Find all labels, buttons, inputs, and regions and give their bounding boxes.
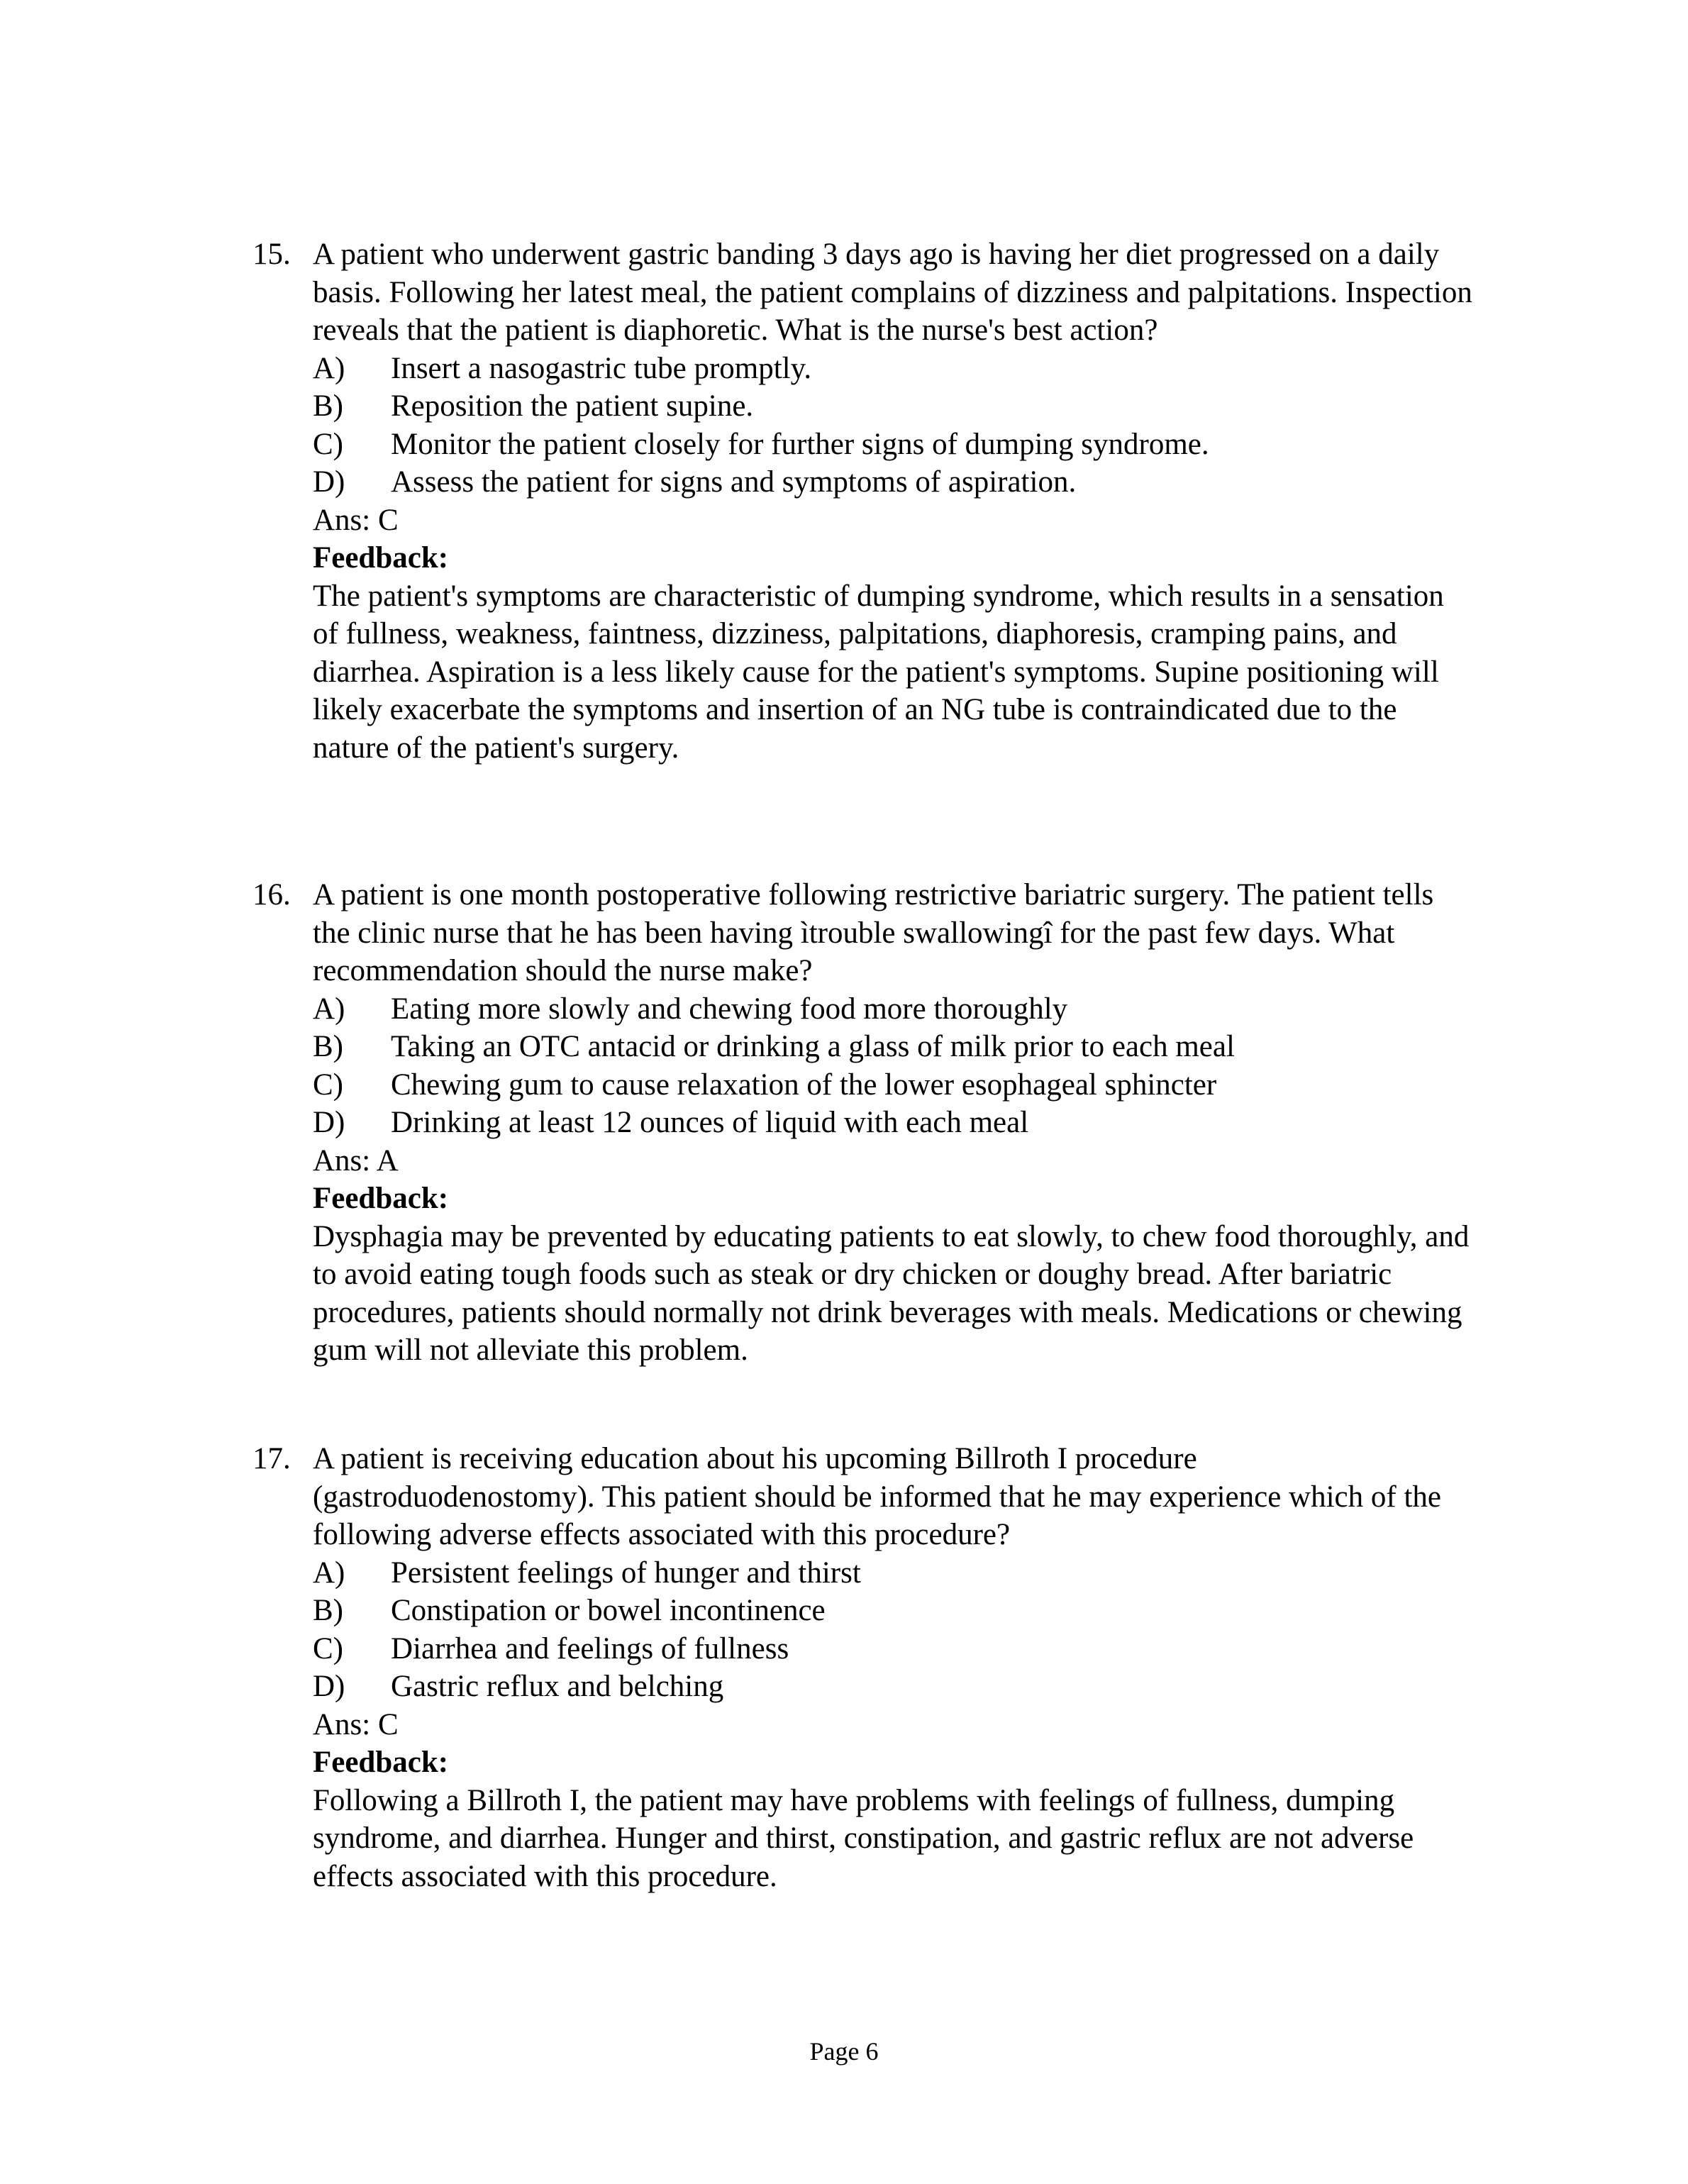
- choice-d: [313, 1668, 1472, 1706]
- choice-b: [313, 1592, 1472, 1630]
- question-stem: A patient is one month postoperative following restrictive bariatric surgery. The patient tells the clinic nurse that he has been having ìtrouble swallowingî for the past few days. What recommendation should the nurse make?: [313, 878, 1434, 987]
- choice-text: Reposition the patient supine.: [391, 389, 754, 423]
- choice-b: [313, 1028, 1472, 1066]
- choice-text: Persistent feelings of hunger and thirst: [391, 1556, 861, 1590]
- feedback-text: The patient's symptoms are characteristic of dumping syndrome, which results in a sensation of fullness, weakness, faintness, dizziness, palpitations, diaphoresis, cramping pains, and diarrhea. Aspiration is a less likely cause for the patient's symptoms. Supine positioning will likely exacerbate the symptoms and insertion of an NG tube is contraindicated due to the nature of the patient's surgery.: [313, 579, 1444, 765]
- feedback-heading: Feedback:: [313, 1746, 449, 1779]
- choice-letter: A): [313, 351, 345, 385]
- choice-letter: C): [313, 1068, 343, 1102]
- feedback-heading: Feedback:: [313, 1182, 449, 1215]
- question-stem: A patient who underwent gastric banding 3 days ago is having her diet progressed on a daily basis. Following her latest meal, the patient complains of dizziness and palpitations. Inspection reveals that the patient is diaphoretic. What is the nurse's best action?: [313, 238, 1472, 347]
- choice-text: Monitor the patient closely for further signs of dumping syndrome.: [391, 427, 1209, 461]
- question-15: [252, 235, 1472, 767]
- choice-b: [313, 387, 1472, 426]
- page-number: Page 6: [809, 2037, 879, 2066]
- feedback-heading: Feedback:: [313, 541, 449, 575]
- choice-letter: B): [313, 389, 343, 423]
- answer-key: Ans: C: [313, 503, 399, 537]
- choice-text: Eating more slowly and chewing food more thoroughly: [391, 992, 1068, 1026]
- question-body: [313, 876, 1472, 1370]
- choice-letter: B): [313, 1030, 343, 1063]
- feedback-text: Dysphagia may be prevented by educating patients to eat slowly, to chew food thoroughly, and to avoid eating tough foods such as steak or dry chicken or doughy bread. After bariatric procedures, patients should normally not drink beverages with meals. Medications or chewing gum will not alleviate this problem.: [313, 1219, 1470, 1367]
- choice-text: Diarrhea and feelings of fullness: [391, 1631, 789, 1665]
- choice-text: Gastric reflux and belching: [391, 1670, 724, 1703]
- question-17: [252, 1440, 1472, 1895]
- choice-a: [313, 1554, 1472, 1592]
- choice-letter: B): [313, 1594, 343, 1627]
- choice-letter: C): [313, 427, 343, 461]
- choice-text: Taking an OTC antacid or drinking a glass of milk prior to each meal: [391, 1030, 1235, 1063]
- question-number: 16.: [252, 878, 291, 911]
- question-number: 17.: [252, 1442, 291, 1475]
- question-number: 15.: [252, 238, 291, 271]
- choice-letter: A): [313, 1556, 345, 1590]
- choice-text: Assess the patient for signs and symptoms of aspiration.: [391, 465, 1077, 499]
- choice-letter: D): [313, 1670, 345, 1703]
- choice-c: [313, 426, 1472, 464]
- choice-text: Insert a nasogastric tube promptly.: [391, 351, 812, 385]
- choice-d: [313, 1104, 1472, 1142]
- choice-letter: D): [313, 465, 345, 499]
- question-16: [252, 876, 1472, 1370]
- answer-choices: [313, 350, 1472, 501]
- choice-c: [313, 1066, 1472, 1104]
- choice-c: [313, 1630, 1472, 1668]
- choice-d: [313, 463, 1472, 501]
- choice-a: [313, 990, 1472, 1029]
- answer-key: Ans: A: [313, 1143, 399, 1177]
- choice-letter: C): [313, 1631, 343, 1665]
- question-body: [313, 1440, 1472, 1895]
- choice-letter: D): [313, 1106, 345, 1139]
- feedback-text: Following a Billroth I, the patient may have problems with feelings of fullness, dumping syndrome, and diarrhea. Hunger and thirst, constipation, and gastric reflux are not adverse effects associated with this procedure.: [313, 1783, 1414, 1893]
- question-body: [313, 235, 1472, 767]
- choice-text: Chewing gum to cause relaxation of the lower esophageal sphincter: [391, 1068, 1217, 1102]
- answer-choices: [313, 990, 1472, 1142]
- choice-text: Drinking at least 12 ounces of liquid with each meal: [391, 1106, 1029, 1139]
- choice-a: [313, 350, 1472, 388]
- choice-letter: A): [313, 992, 345, 1026]
- answer-key: Ans: C: [313, 1707, 399, 1741]
- choice-text: Constipation or bowel incontinence: [391, 1594, 826, 1627]
- answer-choices: [313, 1554, 1472, 1706]
- question-stem: A patient is receiving education about his upcoming Billroth I procedure (gastroduodenostomy). This patient should be informed that he may experience which of the following adverse effects associated with this procedure?: [313, 1442, 1441, 1551]
